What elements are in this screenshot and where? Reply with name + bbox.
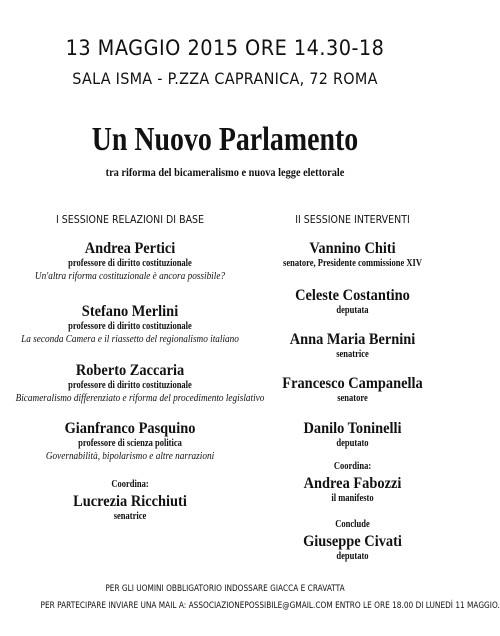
event-date: 13 MAGGIO 2015 ORE 14.30-18 [65,36,385,60]
speaker-talk: Governabilità, bipolarismo e altre narrazioni [45,451,215,462]
speaker-role: professore di diritto costituzionale [68,321,192,332]
speaker-block [0,420,260,464]
speaker-role: senatore, Presidente commissione XIV [283,258,422,269]
dress-code-note: PER GLI UOMINI OBBLIGATORIO INDOSSARE GIACCA E CRAVATTA [105,584,345,594]
speaker-role: professore di scienza politica [78,438,182,449]
closing-role: deputato [336,551,369,562]
coordinator-name: Andrea Fabozzi [303,475,402,492]
speaker-block [0,240,260,284]
speaker-talk: Bicameralismo differenziato e riforma del procedimento legislativo [15,393,265,404]
speaker-name: Danilo Toninelli [303,420,402,437]
speaker-block [255,375,450,405]
speaker-name: Celeste Costantino [295,287,410,304]
speaker-name: Stefano Merlini [81,303,179,320]
speaker-name: Gianfranco Pasquino [64,420,196,437]
session-two-heading: II SESSIONE INTERVENTI [295,214,410,226]
coordinator-role: senatrice [113,511,147,522]
speaker-block [255,240,450,270]
closing-name: Giuseppe Civati [303,533,402,550]
speaker-role: deputata [336,305,369,316]
event-subtitle: tra riforma del bicameralismo e nuova legge elettorale [105,165,345,179]
speaker-name: Andrea Pertici [84,240,176,257]
speaker-block [0,362,265,406]
coordinator-label: Coordina: [111,479,149,490]
speaker-role: deputato [336,438,369,449]
coordinator-block [0,479,260,523]
speaker-block [255,331,450,361]
speaker-role: senatore [337,393,368,404]
speaker-role: professore di diritto costituzionale [68,258,192,269]
session-one-heading: I SESSIONE RELAZIONI DI BASE [55,214,205,226]
speaker-role: professore di diritto costituzionale [68,380,192,391]
coordinator-block [255,461,450,505]
speaker-block [255,287,450,317]
speaker-name: Francesco Campanella [282,375,423,392]
participation-note: PER PARTECIPARE INVIARE UNA MAIL A: ASSOCIAZIONEPOSSIBILE@GMAIL.COM ENTRO LE ORE 18.00 DI LUNEDÌ 11 MAGGIO. [40,601,500,611]
speaker-block [0,303,260,347]
closing-block [255,519,450,563]
speaker-block [255,420,450,450]
coordinator-label: Coordina: [333,461,372,472]
event-venue: SALA ISMA - P.ZZA CAPRANICA, 72 ROMA [72,69,378,88]
speaker-name: Anna Maria Bernini [289,331,416,348]
coordinator-name: Lucrezia Ricchiuti [73,493,187,510]
speaker-talk: Un'altra riforma costituzionale è ancora possibile? [34,271,226,282]
speaker-role: senatrice [336,349,369,360]
event-title: Un Nuovo Parlamento [91,121,359,158]
speaker-talk: La seconda Camera e il riassetto del regionalismo italiano [21,334,239,345]
closing-label: Conclude [335,519,370,530]
speaker-name: Vannino Chiti [309,240,396,257]
speaker-name: Roberto Zaccaria [75,362,185,379]
coordinator-role: il manifesto [331,493,374,504]
